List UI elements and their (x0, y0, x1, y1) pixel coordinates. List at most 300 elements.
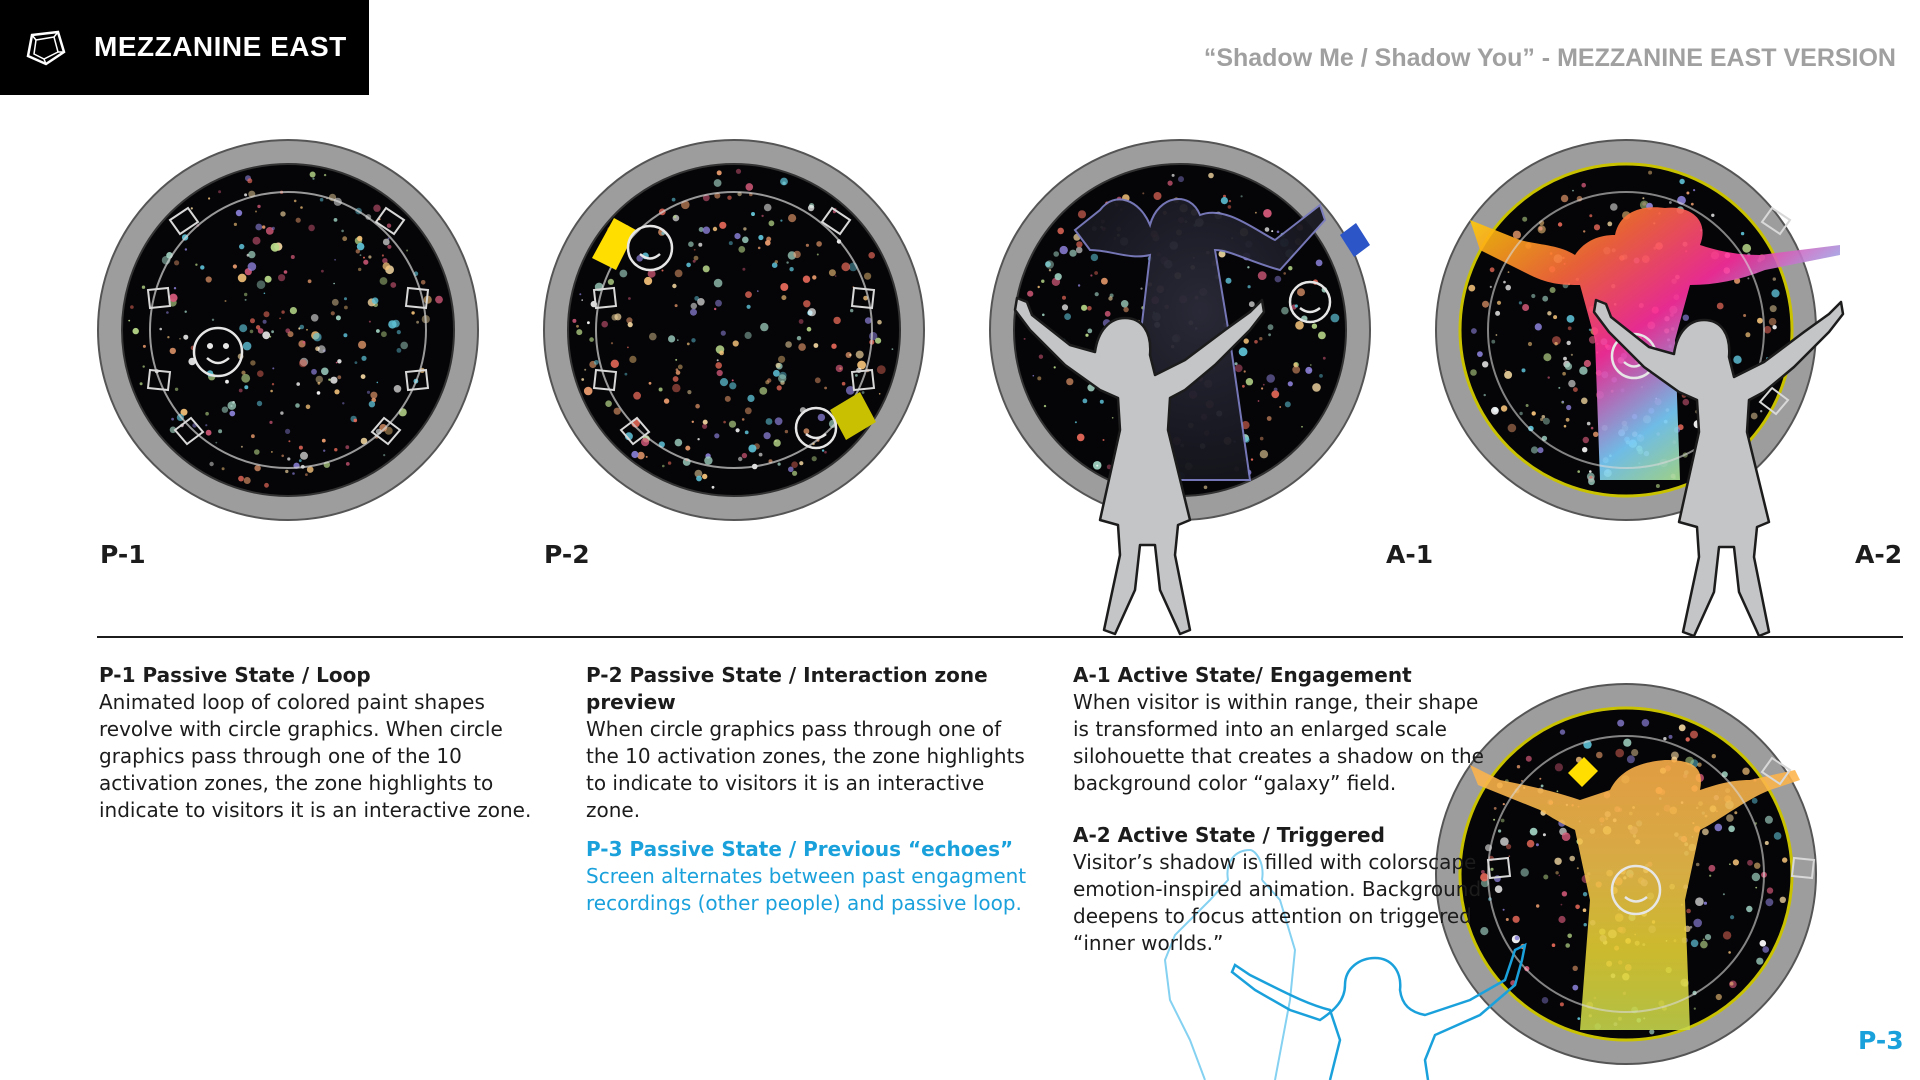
description-line: revolve with circle graphics. When circle (99, 717, 503, 741)
paint-speck (1503, 803, 1505, 805)
paint-speck (1581, 398, 1588, 405)
paint-speck (1085, 334, 1088, 337)
paint-speck (1555, 871, 1558, 874)
paint-speck (715, 362, 722, 369)
paint-speck (766, 237, 771, 242)
paint-speck (367, 391, 370, 394)
paint-speck (1747, 277, 1749, 279)
paint-speck (1755, 887, 1757, 889)
paint-speck (736, 428, 740, 432)
paint-speck (808, 205, 814, 211)
paint-speck (383, 262, 391, 270)
paint-speck (257, 370, 264, 377)
paint-speck (1696, 863, 1700, 867)
paint-speck (1077, 434, 1085, 442)
paint-speck (257, 280, 266, 289)
description-line: emotion-inspired animation. Background (1073, 877, 1482, 901)
paint-speck (581, 378, 584, 381)
paint-speck (1642, 719, 1650, 727)
paint-speck (1669, 201, 1672, 204)
paint-speck (1037, 376, 1041, 380)
paint-speck (218, 429, 222, 433)
paint-speck (1766, 898, 1774, 906)
paint-speck (748, 445, 756, 453)
paint-speck (789, 267, 793, 271)
paint-speck (331, 311, 335, 315)
paint-speck (719, 351, 724, 356)
paint-speck (1780, 897, 1786, 903)
paint-speck (299, 446, 303, 450)
paint-speck (685, 446, 690, 451)
paint-speck (697, 438, 699, 440)
paint-speck (1470, 369, 1477, 376)
paint-speck (1584, 923, 1587, 926)
paint-speck (833, 317, 840, 324)
paint-speck (641, 438, 649, 446)
paint-speck (675, 359, 677, 361)
paint-speck (1515, 936, 1520, 941)
paint-speck (1471, 328, 1477, 334)
paint-speck (1723, 931, 1731, 939)
paint-speck (581, 299, 583, 301)
paint-speck (311, 369, 317, 375)
paint-speck (1542, 415, 1546, 419)
paint-speck (1596, 752, 1603, 759)
paint-speck (1054, 366, 1056, 368)
paint-speck (1235, 364, 1243, 372)
paint-speck (244, 293, 247, 296)
paint-speck (1700, 941, 1708, 949)
paint-speck (608, 279, 614, 285)
paint-speck (799, 319, 804, 324)
paint-speck (253, 237, 261, 245)
paint-speck (1285, 401, 1291, 407)
paint-speck (738, 246, 745, 253)
paint-speck (264, 311, 270, 317)
paint-speck (745, 332, 752, 339)
paint-speck (694, 249, 696, 251)
paint-speck (1642, 197, 1644, 199)
paint-speck (1480, 927, 1488, 935)
paint-speck (712, 486, 715, 489)
description-line: the 10 activation zones, the zone highlights (586, 744, 1025, 768)
paint-speck (1557, 790, 1559, 792)
paint-speck (387, 245, 391, 249)
paint-speck (1095, 292, 1099, 296)
paint-speck (696, 476, 702, 482)
paint-speck (1581, 183, 1586, 188)
paint-speck (780, 178, 788, 186)
paint-speck (209, 462, 213, 466)
paint-speck (1562, 832, 1571, 841)
paint-speck (1168, 181, 1173, 186)
paint-speck (288, 440, 290, 442)
paint-speck (306, 405, 311, 410)
paint-speck (704, 456, 712, 464)
paint-speck (831, 344, 836, 349)
paint-speck (1295, 304, 1298, 307)
paint-speck (1683, 399, 1690, 406)
paint-speck (778, 356, 785, 363)
paint-speck (758, 247, 761, 250)
paint-speck (1572, 190, 1574, 192)
paint-speck (1266, 374, 1275, 383)
paint-speck (668, 461, 671, 464)
paint-speck (1495, 885, 1503, 893)
paint-speck (1745, 332, 1750, 337)
paint-speck (1583, 892, 1587, 896)
paint-speck (397, 348, 402, 353)
paint-speck (299, 359, 307, 367)
paint-speck (1142, 192, 1144, 194)
paint-speck (1513, 231, 1521, 239)
description-line: When circle graphics pass through one of (586, 717, 1002, 741)
paint-speck (1770, 305, 1777, 312)
paint-speck (1535, 323, 1542, 330)
paint-speck (625, 373, 628, 376)
description-line: deepens to focus attention on triggered (1073, 904, 1472, 928)
paint-speck (1519, 301, 1522, 304)
paint-speck (1477, 351, 1483, 357)
paint-speck (1497, 301, 1501, 305)
paint-speck (1283, 272, 1286, 275)
paint-speck (745, 407, 752, 414)
paint-speck (1522, 304, 1529, 311)
paint-speck (1208, 173, 1214, 179)
paint-speck (1260, 450, 1268, 458)
paint-speck (1623, 739, 1631, 747)
paint-speck (287, 457, 290, 460)
paint-speck (864, 273, 871, 280)
paint-speck (649, 382, 652, 385)
paint-speck (690, 309, 697, 316)
paint-speck (300, 206, 303, 209)
paint-speck (372, 297, 379, 304)
paint-speck (294, 200, 297, 203)
paint-speck (1712, 754, 1716, 758)
paint-speck (1319, 374, 1323, 378)
paint-speck (1316, 260, 1323, 267)
paint-speck (758, 235, 763, 240)
paint-speck (244, 477, 251, 484)
paint-speck (1572, 985, 1578, 991)
paint-speck (133, 328, 139, 334)
paint-speck (694, 256, 699, 261)
paint-speck (1087, 306, 1092, 311)
paint-speck (1742, 768, 1749, 775)
paint-speck (1553, 315, 1557, 319)
paint-speck (721, 331, 726, 336)
paint-speck (856, 351, 864, 359)
paint-speck (742, 237, 749, 244)
description-heading: P-2 Passive State / Interaction zone (586, 663, 988, 687)
paint-speck (1305, 367, 1312, 374)
paint-speck (734, 233, 740, 239)
paint-speck (1589, 214, 1592, 217)
paint-speck (1244, 370, 1246, 372)
paint-speck (222, 407, 228, 413)
paint-speck (822, 449, 824, 451)
paint-speck (799, 461, 803, 465)
paint-speck (1078, 284, 1080, 286)
paint-speck (742, 268, 745, 271)
paint-speck (250, 318, 255, 323)
paint-speck (812, 275, 816, 279)
paint-speck (245, 299, 247, 301)
paint-speck (1491, 407, 1499, 415)
paint-speck (1543, 833, 1546, 836)
paint-speck (244, 193, 247, 196)
paint-speck (200, 265, 204, 269)
paint-speck (1554, 858, 1561, 865)
paint-speck (646, 456, 648, 458)
paint-speck (1617, 720, 1624, 727)
paint-speck (776, 363, 781, 368)
paint-speck (1494, 807, 1497, 810)
paint-speck (1522, 217, 1527, 222)
paint-speck (812, 456, 817, 461)
paint-speck (344, 306, 348, 310)
paint-speck (342, 236, 347, 241)
paint-speck (804, 428, 810, 434)
paint-speck (1583, 437, 1589, 443)
paint-speck (1318, 332, 1326, 340)
paint-speck (1538, 447, 1544, 453)
paint-speck (244, 385, 248, 389)
paint-speck (1267, 416, 1272, 421)
paint-speck (251, 434, 255, 438)
paint-speck (257, 401, 262, 406)
paint-speck (238, 274, 247, 283)
paint-speck (1663, 737, 1666, 740)
paint-speck (1566, 418, 1570, 422)
paint-speck (262, 225, 265, 228)
paint-speck (346, 462, 350, 466)
paint-speck (1686, 909, 1691, 914)
paint-speck (1491, 340, 1495, 344)
paint-speck (334, 259, 336, 261)
paint-speck (236, 210, 242, 216)
paint-speck (1295, 321, 1304, 330)
paint-speck (229, 411, 235, 417)
paint-speck (373, 205, 380, 212)
paint-speck (1631, 749, 1638, 756)
paint-speck (1091, 254, 1098, 261)
paint-speck (334, 389, 339, 394)
paint-speck (369, 401, 375, 407)
paint-speck (1746, 906, 1752, 912)
paint-speck (761, 215, 763, 217)
paint-speck (1762, 946, 1769, 953)
paint-speck (688, 241, 694, 247)
paint-speck (248, 251, 255, 258)
paint-speck (1562, 372, 1566, 376)
description-p2 (586, 662, 1025, 824)
paint-speck (1140, 288, 1142, 290)
paint-speck (1587, 422, 1591, 426)
paint-speck (1288, 266, 1292, 270)
paint-speck (306, 329, 308, 331)
paint-speck (675, 304, 678, 307)
paint-speck (1573, 966, 1578, 971)
paint-speck (355, 361, 358, 364)
paint-speck (1702, 829, 1709, 836)
paint-speck (589, 337, 594, 342)
paint-speck (337, 375, 341, 379)
paint-speck (1517, 765, 1520, 768)
paint-speck (703, 227, 710, 234)
paint-speck (687, 390, 691, 394)
paint-speck (829, 269, 836, 276)
paint-speck (633, 392, 641, 400)
paint-speck (879, 393, 881, 395)
paint-speck (1671, 752, 1679, 760)
paint-speck (1521, 868, 1529, 876)
paint-speck (773, 439, 780, 446)
paint-speck (1754, 863, 1760, 869)
description-a2 (1073, 822, 1481, 957)
paint-speck (218, 190, 221, 193)
paint-speck (746, 183, 754, 191)
paint-speck (747, 305, 751, 309)
paint-speck (1561, 195, 1568, 202)
paint-speck (773, 370, 780, 377)
description-line: background color “galaxy” field. (1073, 771, 1397, 795)
paint-speck (572, 319, 576, 323)
paint-speck (208, 197, 210, 199)
paint-speck (1584, 360, 1591, 367)
description-line: recordings (other people) and passive loop. (586, 891, 1022, 915)
paint-speck (672, 198, 676, 202)
paint-speck (1765, 841, 1769, 845)
paint-speck (691, 338, 695, 342)
paint-speck (206, 276, 212, 282)
paint-speck (1258, 271, 1267, 280)
paint-speck (676, 370, 681, 375)
paint-speck (816, 241, 822, 247)
paint-speck (841, 262, 850, 271)
paint-speck (317, 391, 321, 395)
paint-speck (1254, 340, 1258, 344)
paint-speck (714, 279, 723, 288)
paint-speck (1294, 363, 1298, 367)
paint-speck (677, 339, 679, 341)
paint-speck (318, 345, 326, 353)
paint-speck (644, 277, 652, 285)
paint-speck (747, 395, 754, 402)
paint-speck (239, 389, 243, 393)
paint-speck (1558, 387, 1560, 389)
paint-speck (1577, 1017, 1580, 1020)
paint-speck (764, 204, 772, 212)
paint-speck (215, 442, 217, 444)
paint-speck (1752, 798, 1758, 804)
paint-speck (280, 211, 285, 216)
paint-speck (212, 319, 214, 321)
paint-speck (1590, 476, 1593, 479)
paint-speck (759, 453, 763, 457)
paint-speck (723, 421, 726, 424)
paint-speck (205, 424, 207, 426)
paint-speck (336, 362, 338, 364)
paint-speck (279, 318, 281, 320)
paint-speck (171, 418, 174, 421)
paint-speck (1730, 915, 1734, 919)
paint-speck (662, 270, 664, 272)
paint-speck (1558, 222, 1562, 226)
paint-speck (1498, 829, 1501, 832)
paint-speck (675, 439, 683, 447)
paint-speck (1536, 843, 1539, 846)
paint-speck (1500, 837, 1509, 846)
paint-speck (751, 212, 755, 216)
paint-speck (1506, 918, 1509, 921)
paint-speck (334, 448, 337, 451)
paint-speck (250, 360, 255, 365)
paint-speck (1757, 318, 1763, 324)
paint-speck (693, 260, 696, 263)
paint-speck (745, 431, 749, 435)
paint-speck (1555, 763, 1563, 771)
description-line: activation zones, the zone highlights to (99, 771, 494, 795)
paint-speck (702, 474, 707, 479)
paint-speck (1734, 811, 1737, 814)
paint-speck (1589, 470, 1592, 473)
paint-speck (1679, 724, 1686, 731)
state-label-a2: A-2 (1855, 540, 1903, 569)
paint-speck (1513, 916, 1520, 923)
paint-speck (1541, 785, 1544, 788)
paint-speck (1297, 288, 1305, 296)
paint-speck (388, 320, 396, 328)
paint-speck (1771, 289, 1779, 297)
paint-speck (862, 391, 865, 394)
paint-speck (717, 370, 723, 376)
paint-speck (324, 174, 326, 176)
paint-speck (1482, 361, 1488, 367)
paint-speck (627, 347, 629, 349)
paint-speck (594, 360, 599, 365)
paint-speck (142, 286, 145, 289)
paint-speck (732, 379, 734, 381)
paint-speck (296, 218, 301, 223)
description-line: Visitor’s shadow is filled with colorscape (1073, 850, 1477, 874)
paint-speck (775, 417, 783, 425)
paint-speck (1268, 333, 1271, 336)
paint-speck (281, 310, 284, 313)
paint-speck (1279, 406, 1281, 408)
description-line: is transformed into an enlarged scale (1073, 717, 1447, 741)
paint-speck (1542, 296, 1548, 302)
paint-speck (576, 325, 579, 328)
paint-speck (1033, 375, 1035, 377)
paint-speck (1323, 357, 1326, 360)
paint-speck (778, 463, 781, 466)
paint-speck (1062, 296, 1066, 300)
state-label-p1: P-1 (100, 540, 146, 569)
paint-speck (1716, 994, 1722, 1000)
paint-speck (175, 388, 178, 391)
paint-speck (1588, 478, 1595, 485)
paint-speck (814, 343, 819, 348)
paint-speck (1565, 363, 1572, 370)
paint-speck (1493, 819, 1495, 821)
paint-speck (1312, 383, 1321, 392)
paint-speck (764, 432, 771, 439)
paint-speck (195, 264, 197, 266)
paint-speck (1331, 314, 1340, 323)
paint-speck (321, 368, 329, 376)
